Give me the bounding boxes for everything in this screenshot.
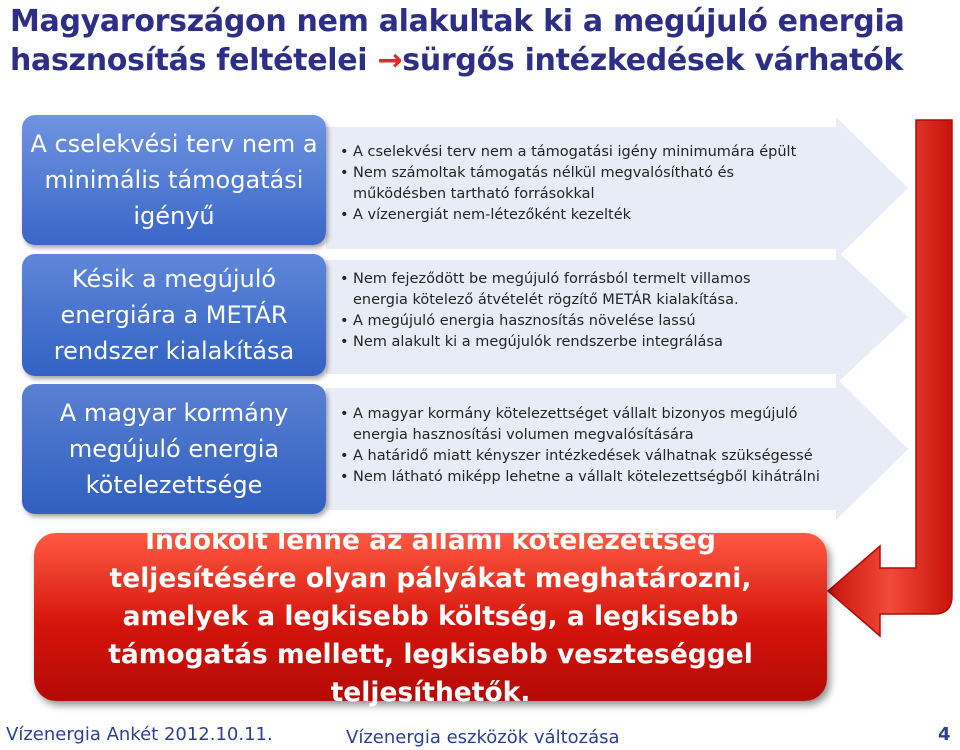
row-3-heading-box [22,384,326,514]
row-2-bullet-list [340,269,802,353]
title-line-2-start: hasznosítás feltételei [10,43,378,78]
list-item: • A magyar kormány kötelezettséget vállalt bizonyos megújuló energia hasznosítási volumen megvalósítására [340,404,850,446]
footer-subtitle: Vízenergia eszközök változása [346,727,620,748]
page-number: 4 [938,724,951,745]
conclusion-box [34,525,827,708]
row-2-heading-box [22,254,326,376]
title-line-1: Magyarországon nem alakultak ki a megújuló energia [10,4,905,39]
list-item: • Nem alakult ki a megújulók rendszerbe integrálása [340,332,802,353]
list-item: • Nem látható miképp lehetne a vállalt kötelezettségből kihátrálni [340,467,850,488]
row-1-heading: A cselekvési terv nem a minimális támogatási igényű [30,130,318,230]
row-3-heading: A magyar kormány megújuló energia kötelezettsége [59,399,289,499]
footer-event: Vízenergia Ankét 2012.10.11. [6,724,273,745]
row-2-heading: Késik a megújuló energiára a METÁR rendszer kialakítása [53,265,295,365]
row-3-bullet-list [340,404,850,488]
row-1-heading-box [22,115,326,245]
title-line-2 [10,41,955,80]
conclusion-text: Indokolt lenne az állami kötelezettség teljesítésére olyan pályákat meghatározni, amelyek a legkisebb költség, a legkisebb támogatás mellett, legkisebb veszteséggel teljesíthetők. [108,525,753,708]
row-1-bullet-list [340,142,810,226]
right-arrow-icon: → [377,43,403,78]
list-item: • A megújuló energia hasznosítás növelése lassú [340,311,802,332]
title-line-2-end: sürgős intézkedések várhatók [402,43,904,78]
red-return-arrow-icon [820,118,960,638]
list-item: • Nem számoltak támogatás nélkül megvalósítható és működésben tartható forrásokkal [340,163,810,205]
list-item: • A vízenergiát nem-létezőként kezelték [340,205,810,226]
list-item: • A cselekvési terv nem a támogatási igény minimumára épült [340,142,810,163]
slide-title [10,2,955,80]
list-item: • Nem fejeződött be megújuló forrásból termelt villamos energia kötelező átvételét rögzítő METÁR kialakítása. [340,269,802,311]
list-item: • A határidő miatt kényszer intézkedések válhatnak szükségessé [340,446,850,467]
